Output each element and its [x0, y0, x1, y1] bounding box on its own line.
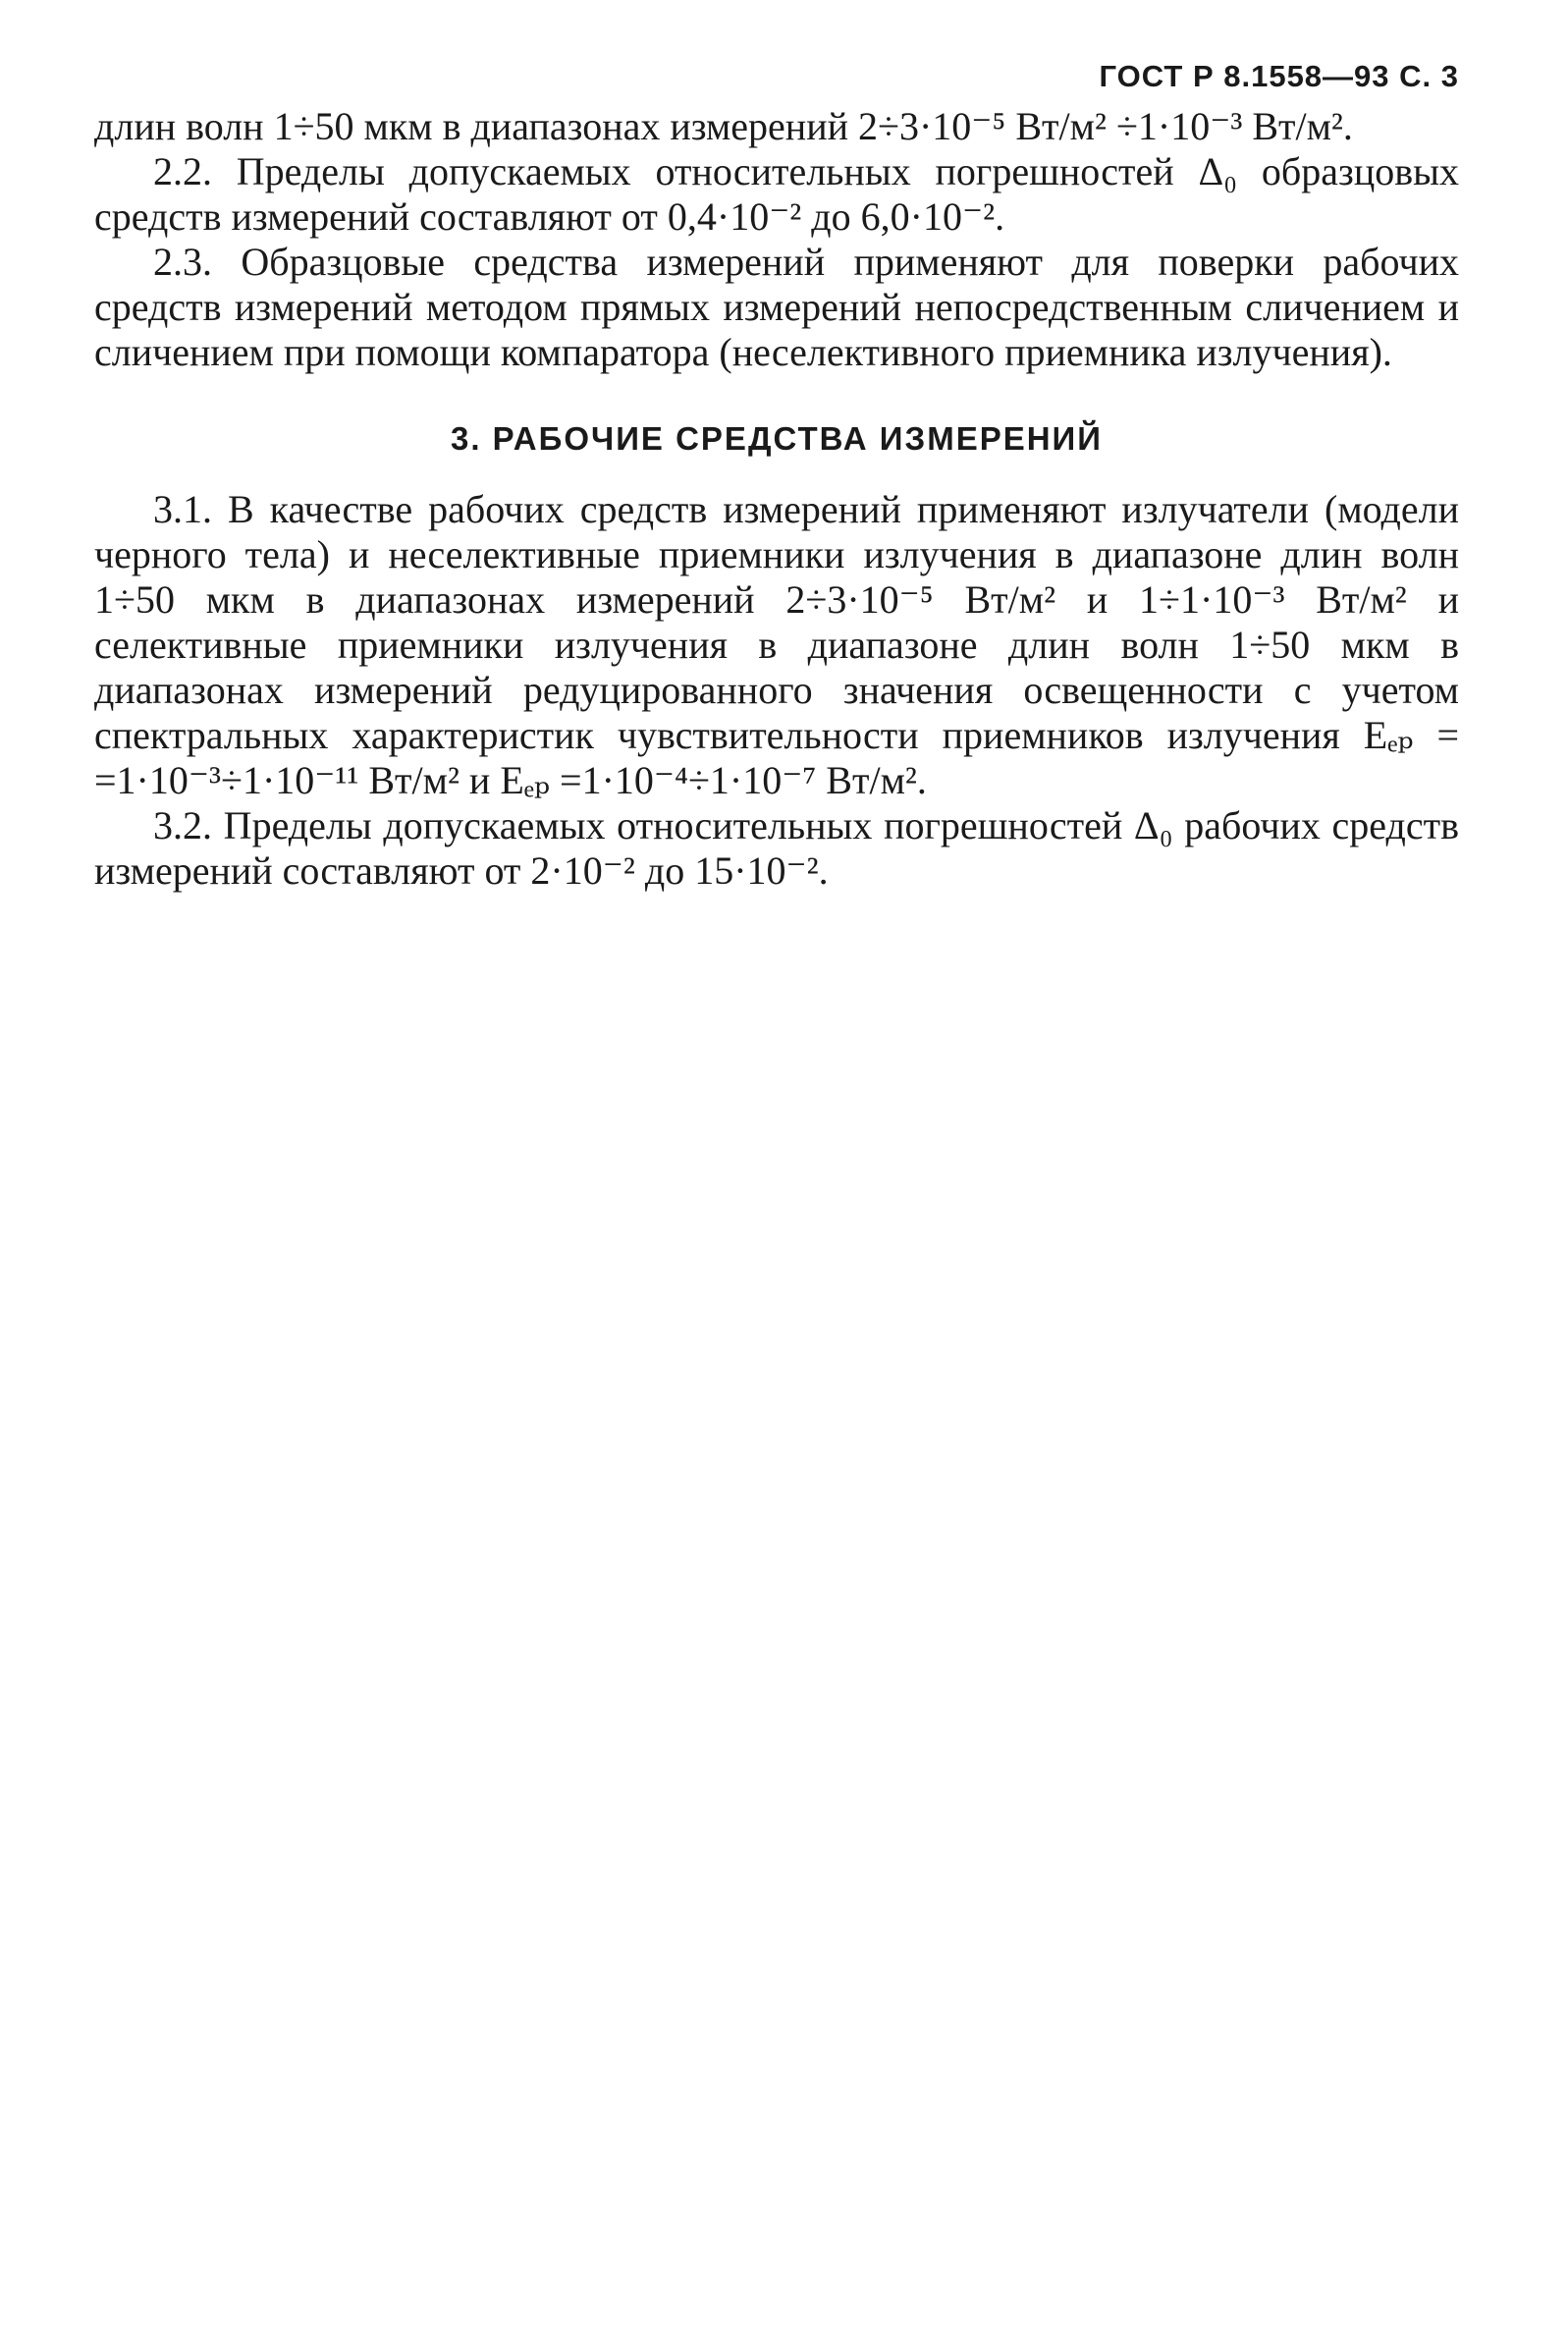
paragraph-2-2: 2.2. Пределы допускаемых относительных погрешностей Δ₀ образцовых средств измерений составляют от 0,4·10⁻² до 6,0·10⁻².	[94, 149, 1459, 239]
running-header: ГОСТ Р 8.1558—93 С. 3	[1099, 59, 1459, 93]
paragraph-3-1: 3.1. В качестве рабочих средств измерений применяют излучатели (модели черного тела) и неселективные приемники излучения в диапазоне длин волн 1÷50 мкм в диапазонах измерений 2÷3·10⁻⁵ Вт/м² и 1÷1·10⁻³ Вт/м² и селективные приемники излучения в диапазоне длин волн 1÷50 мкм в диапазонах измерений редуцированного значения освещенности с учетом спектральных характеристик чувствительности приемников излучения Eₑₚ = =1·10⁻³÷1·10⁻¹¹ Вт/м² и Eₑₚ =1·10⁻⁴÷1·10⁻⁷ Вт/м².	[94, 487, 1459, 802]
paragraph-3-2: 3.2. Пределы допускаемых относительных погрешностей Δ₀ рабочих средств измерений составляют от 2·10⁻² до 15·10⁻².	[94, 803, 1459, 893]
section-3-heading: 3. РАБОЧИЕ СРЕДСТВА ИЗМЕРЕНИЙ	[450, 420, 1103, 457]
paragraph-continued: длин волн 1÷50 мкм в диапазонах измерений 2÷3·10⁻⁵ Вт/м² ÷1·10⁻³ Вт/м².	[94, 104, 1353, 148]
document-page	[94, 59, 1459, 894]
paragraph-2-3: 2.3. Образцовые средства измерений применяют для поверки рабочих средств измерений методом прямых измерений непосредственным сличением и сличением при помощи компаратора (неселективного приемника излучения).	[94, 240, 1459, 374]
